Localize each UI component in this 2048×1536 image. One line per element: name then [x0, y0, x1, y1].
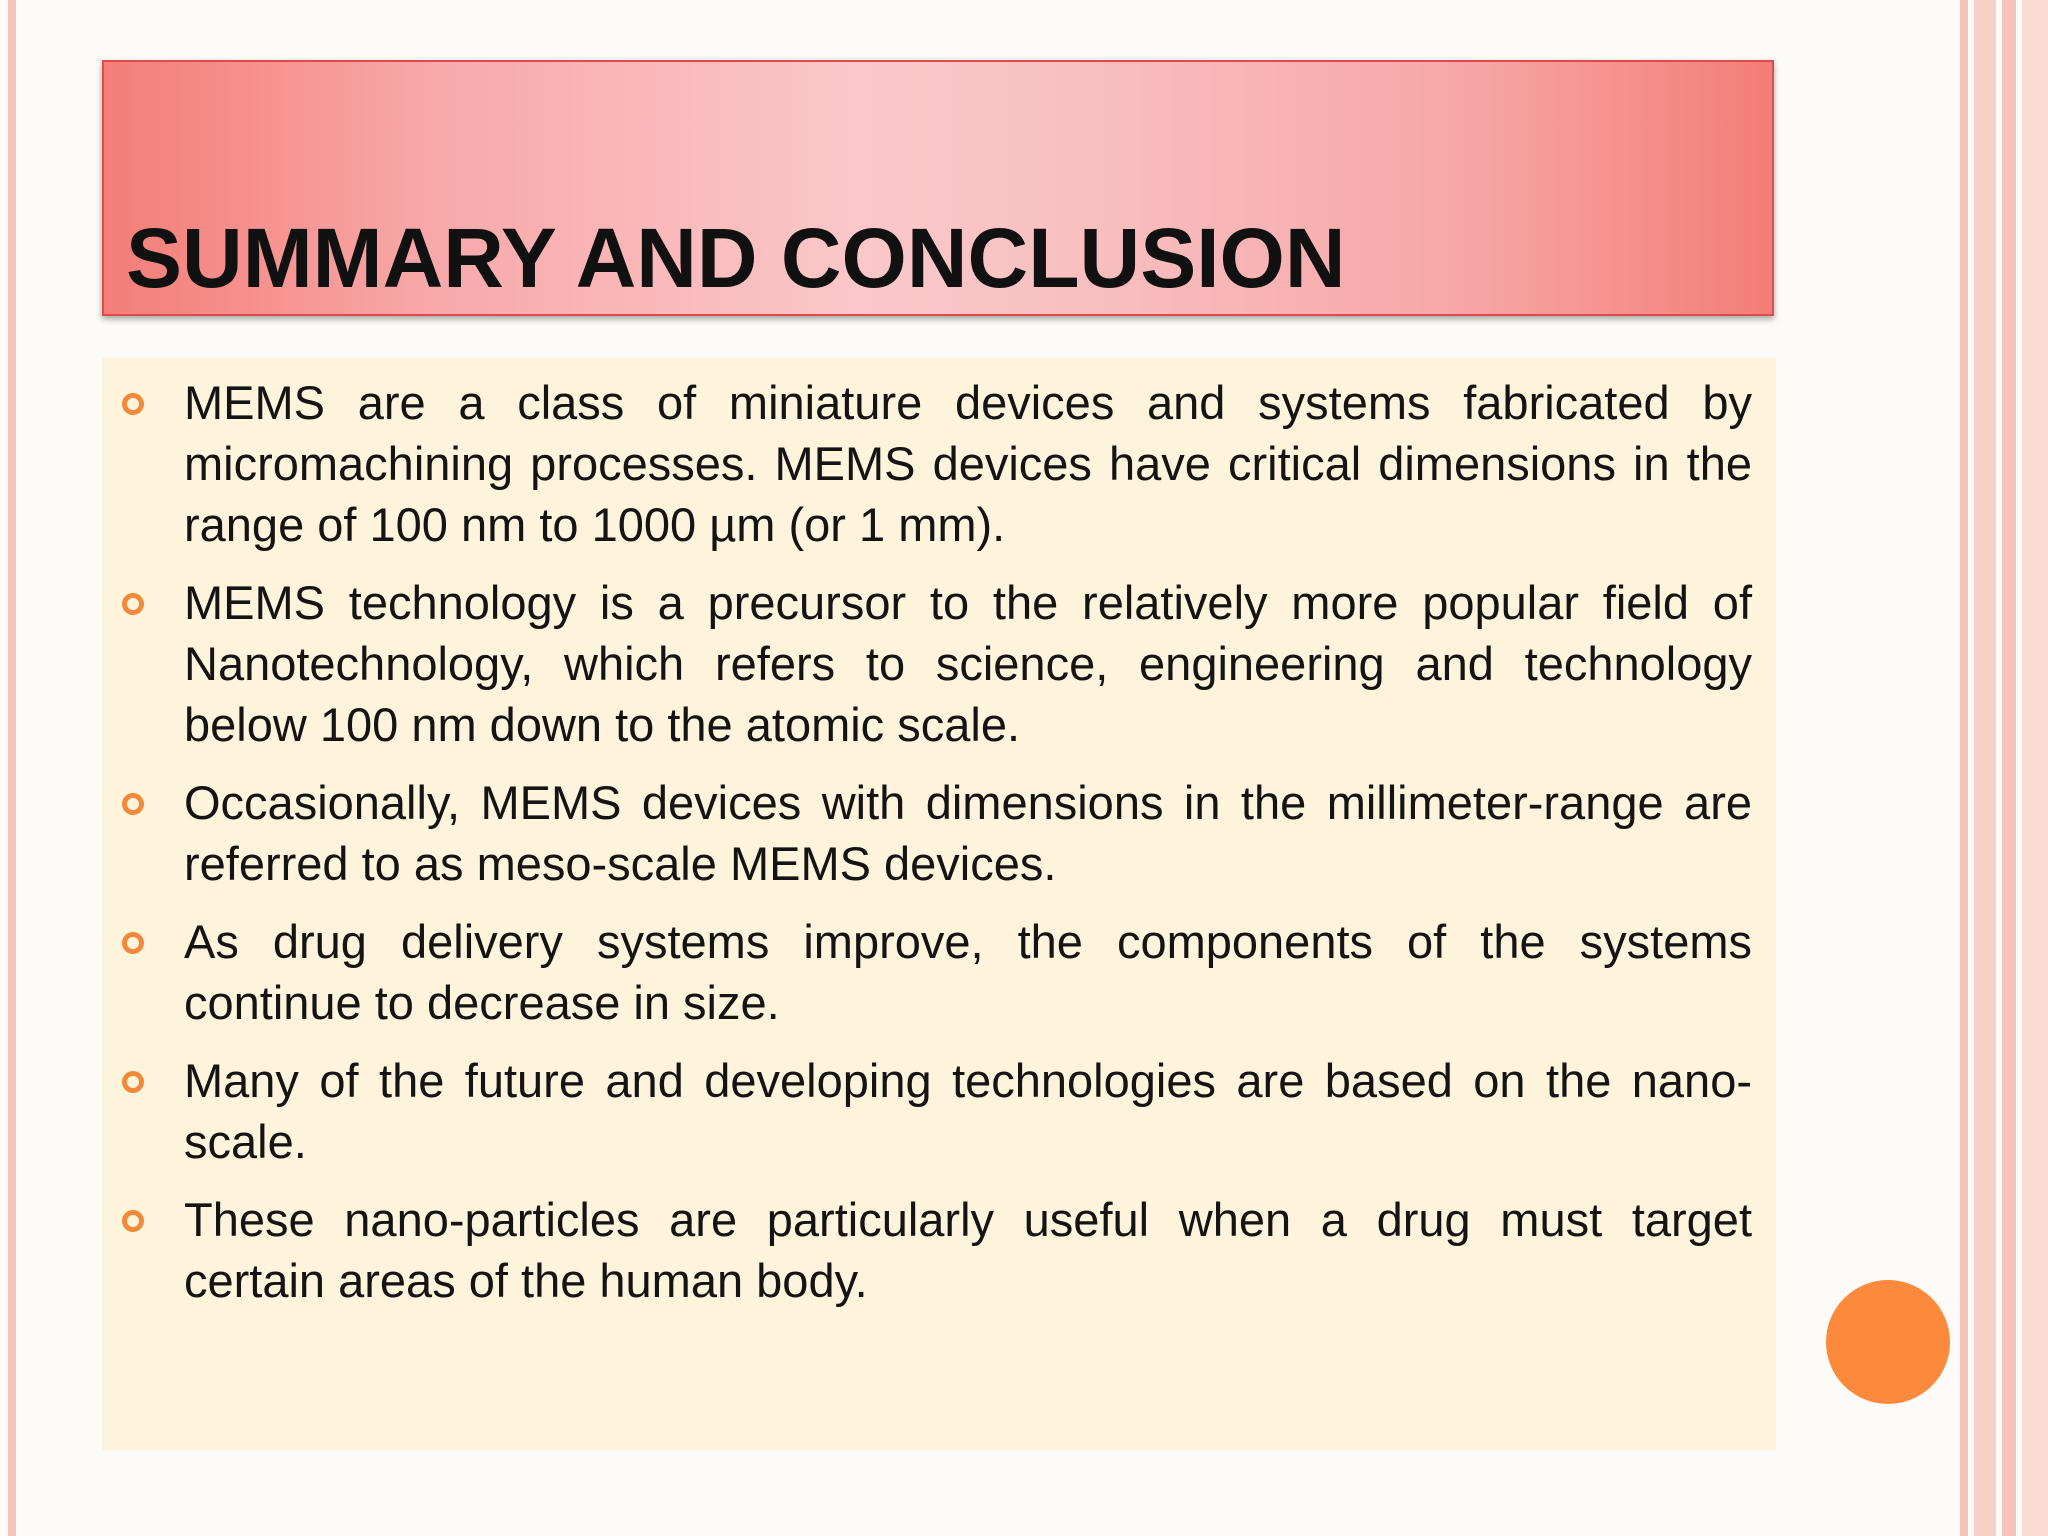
title-banner	[102, 60, 1774, 316]
hollow-circle-icon	[122, 1210, 144, 1232]
content-panel	[102, 358, 1776, 1450]
right-decorative-band	[1974, 0, 1996, 1536]
right-decorative-band	[2002, 0, 2016, 1536]
bullet-text: These nano-particles are particularly useful when a drug must target certain areas of the human body.	[184, 1193, 1752, 1307]
bullet-text: Occasionally, MEMS devices with dimensions in the millimeter-range are referred to as meso-scale MEMS devices.	[184, 776, 1752, 890]
bullet-item	[102, 1050, 1776, 1172]
bullet-item	[102, 1189, 1776, 1311]
bullet-item	[102, 772, 1776, 894]
hollow-circle-icon	[122, 1071, 144, 1093]
bullet-item	[102, 911, 1776, 1033]
hollow-circle-icon	[122, 593, 144, 615]
bullet-item	[102, 372, 1776, 555]
bullet-text: MEMS technology is a precursor to the relatively more popular field of Nanotechnology, which refers to science, engineering and technology below 100 nm down to the atomic scale.	[184, 576, 1752, 751]
bullet-item	[102, 572, 1776, 755]
right-decorative-band	[1960, 0, 1968, 1536]
hollow-circle-icon	[122, 393, 144, 415]
bullet-text: Many of the future and developing technologies are based on the nano-scale.	[184, 1054, 1752, 1168]
hollow-circle-icon	[122, 793, 144, 815]
orange-circle-decoration	[1826, 1280, 1950, 1404]
bullet-text: MEMS are a class of miniature devices and systems fabricated by micromachining processes. MEMS devices have critical dimensions in the range of 100 nm to 1000 µm (or 1 mm).	[184, 376, 1752, 551]
hollow-circle-icon	[122, 932, 144, 954]
bullet-list	[102, 372, 1776, 1328]
bullet-text: As drug delivery systems improve, the components of the systems continue to decrease in size.	[184, 915, 1752, 1029]
left-decorative-rule	[8, 0, 16, 1536]
right-decorative-band	[2022, 0, 2048, 1536]
slide-title: SUMMARY AND CONCLUSION	[126, 211, 1346, 305]
